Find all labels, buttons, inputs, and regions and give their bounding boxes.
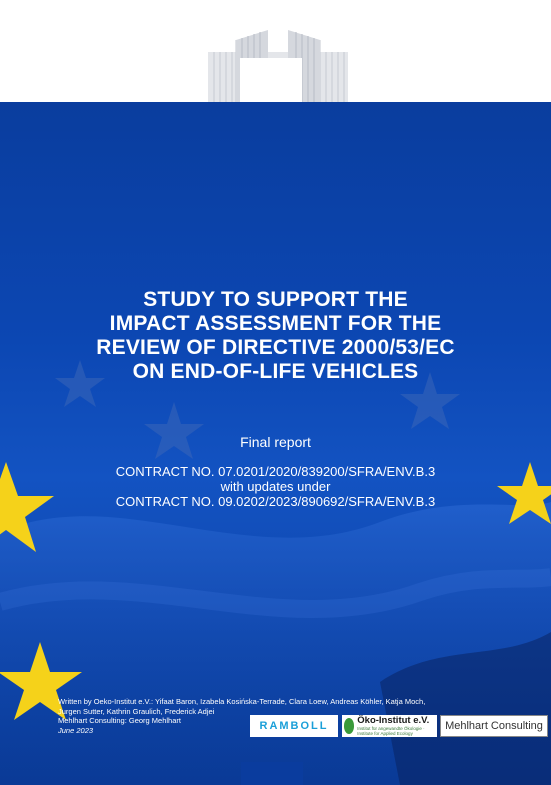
mehlhart-consulting-logo <box>440 715 548 737</box>
contract-line-1: CONTRACT NO. 07.0201/2020/839200/SFRA/ENV.B.3 <box>115 464 436 479</box>
authors-line-2: Jurgen Sutter, Kathrin Graulich, Frederick Adjei <box>58 706 215 716</box>
mehlhart-logo-text: Mehlhart Consulting <box>445 720 543 732</box>
bottom-tab <box>241 762 303 785</box>
authors-line-1: Written by Oeko-Institut e.V.: Yifaat Baron, Izabela Kosińska-Terrade, Clara Loew, Andreas Köhler, Katja Moch, <box>58 697 426 706</box>
oeko-institut-logo <box>342 715 437 737</box>
contract-line-3: CONTRACT NO. 09.0202/2023/890692/SFRA/ENV.B.3 <box>115 494 436 509</box>
authors-line-3: Mehlhart Consulting: Georg Mehlhart <box>58 716 181 725</box>
title-line-2: IMPACT ASSESSMENT FOR THE <box>109 312 442 335</box>
report-type: Final report <box>240 434 311 450</box>
title-line-3: REVIEW OF DIRECTIVE 2000/53/EC <box>96 336 455 359</box>
contract-numbers <box>20 464 531 509</box>
report-title <box>40 288 511 384</box>
contract-line-2: with updates under <box>220 479 331 494</box>
ramboll-logo-text: RAMBOLL <box>259 720 329 732</box>
flag-star-faded-1 <box>144 402 204 459</box>
title-line-1: STUDY TO SUPPORT THE <box>143 288 408 311</box>
title-line-4: ON END-OF-LIFE VEHICLES <box>132 360 419 383</box>
oeko-subtitle: Institut für angewandte Ökologie · Institute for Applied Ecology <box>357 726 425 736</box>
publication-date: June 2023 <box>58 725 94 735</box>
oeko-name: Öko-Institut e.V. <box>357 715 430 726</box>
ramboll-logo <box>250 715 338 737</box>
oeko-leaf-icon <box>344 718 354 734</box>
